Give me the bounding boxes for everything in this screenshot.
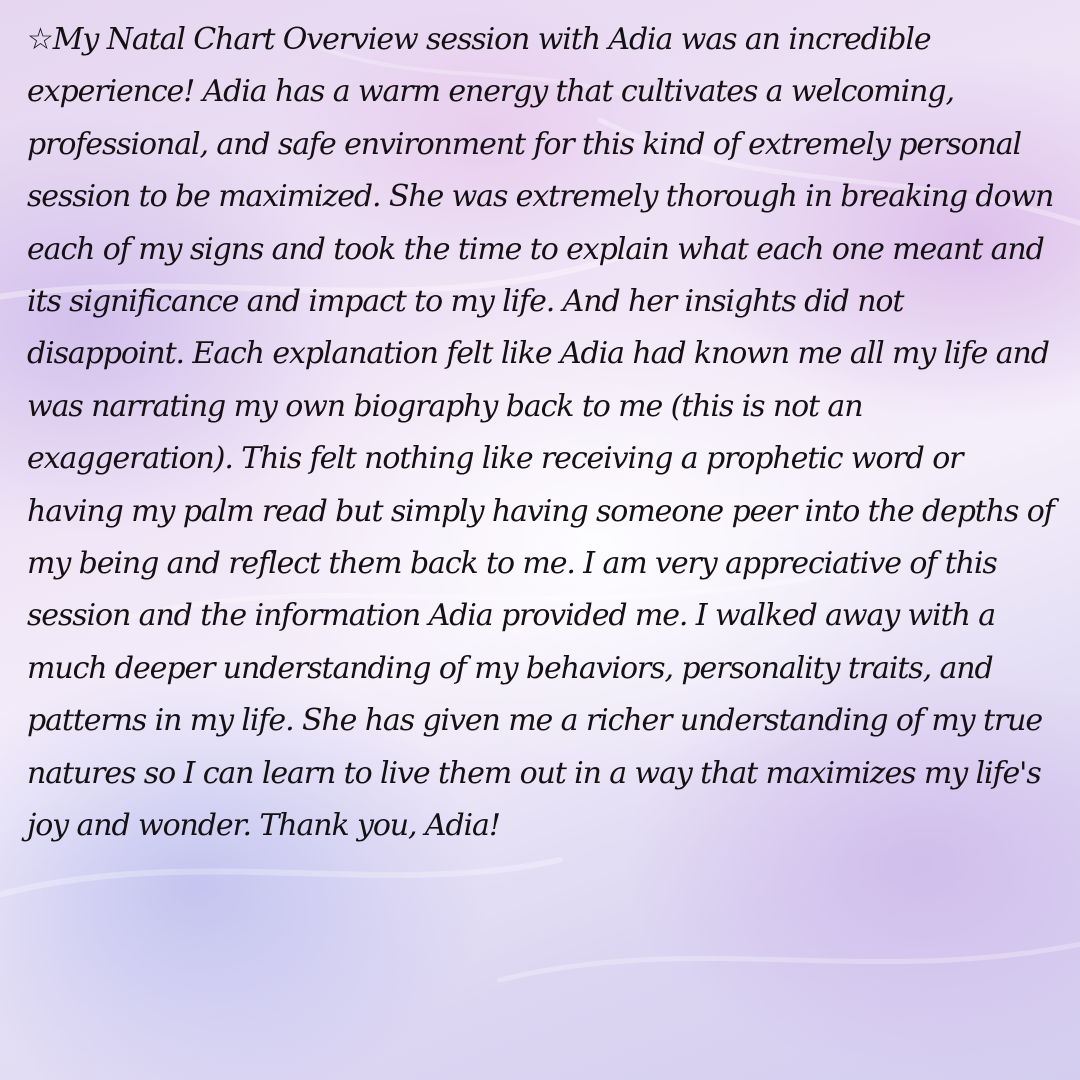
star-outline-icon: ☆ xyxy=(27,22,53,57)
testimonial-text xyxy=(27,14,1057,853)
testimonial-body: My Natal Chart Overview session with Adia was an incredible experience! Adia has a warm energy that cultivates a welcoming, professional, and safe environment for this kind of extremely personal session to be maximized. She was extremely thorough in breaking down each of my signs and took the time to explain what each one meant and its significance and impact to my life. And her insights did not disappoint. Each explanation felt like Adia had known me all my life and was narrating my own biography back to me (this is not an exaggeration). This felt nothing like receiving a prophetic word or having my palm read but simply having someone peer into the depths of my being and reflect them back to me. I am very appreciative of this session and the information Adia provided me. I walked away with a much deeper understanding of my behaviors, personality traits, and patterns in my life. She has given me a richer understanding of my true natures so I can learn to live them out in a way that maximizes my life's joy and wonder. Thank you, Adia! xyxy=(27,22,1054,844)
